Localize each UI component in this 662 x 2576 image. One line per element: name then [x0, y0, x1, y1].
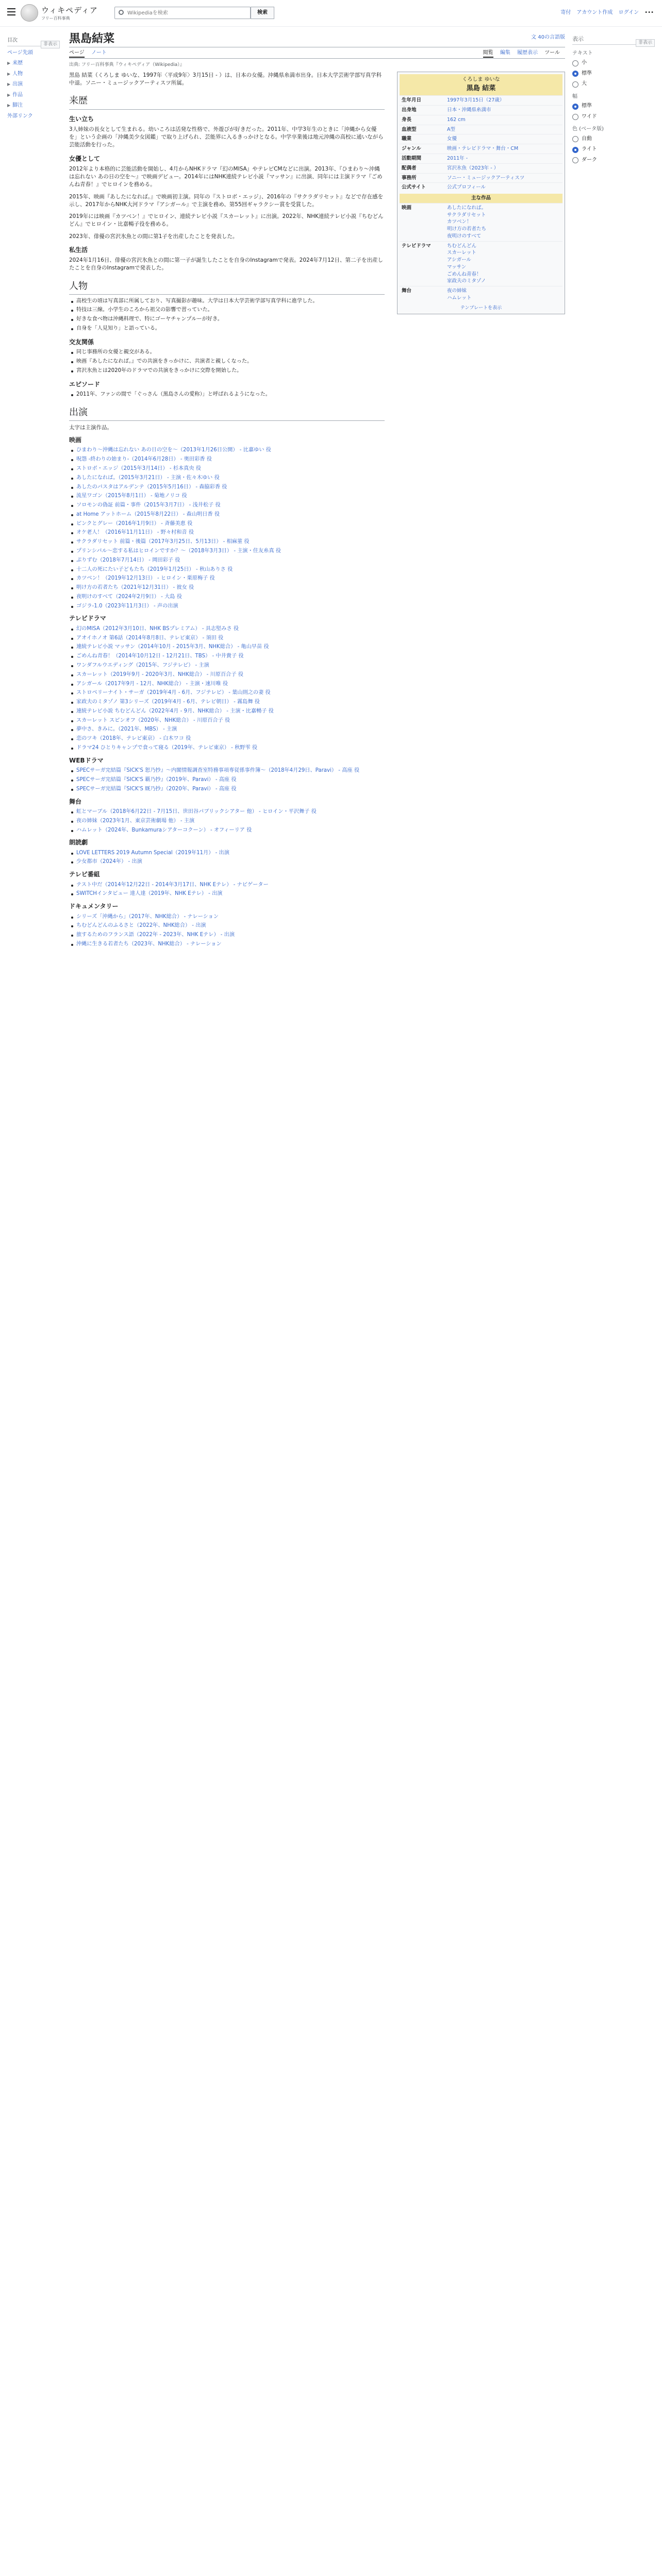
list-item[interactable]: ゴジラ-1.0（2023年11月3日） - 声の出演 — [69, 603, 385, 611]
list-item[interactable]: スカーレット（2019年9月 - 2020年3月、NHK総合） - 川原百合子 役 — [69, 671, 385, 679]
more-options-icon[interactable]: ••• — [644, 10, 654, 15]
toc-item-top[interactable]: ページ先頭 — [7, 49, 33, 56]
list-item[interactable]: あしたのパスタはアルデンテ（2015年5月16日） - 森脇彩香 役 — [69, 484, 385, 492]
toc-item-external-links[interactable]: 外部リンク — [7, 113, 33, 119]
list-item: 自身を「人見知り」と語っている。 — [69, 325, 385, 333]
login-link[interactable]: ログイン — [618, 10, 639, 15]
section-appearances: 出演 — [69, 406, 385, 421]
text-size-large[interactable]: 大 — [572, 80, 655, 88]
list-item[interactable]: サクラダリセット 前篇・後篇（2017年3月25日、5月13日） - 相麻菫 役 — [69, 538, 385, 546]
list-item[interactable]: シリーズ「沖縄から」（2017年、NHK総合） - ナレーション — [69, 913, 385, 921]
search-icon — [119, 10, 124, 15]
user-menu — [556, 9, 654, 17]
page-tabs — [69, 47, 565, 59]
appearances-note: 太字は主演作品。 — [69, 424, 112, 431]
language-selector[interactable]: 文 40の言語版 — [531, 35, 565, 40]
infobox-work-link[interactable]: 明け方の若者たち — [447, 226, 487, 232]
infobox-row — [400, 115, 562, 125]
page-title: 黒島結菜 — [69, 32, 115, 45]
infobox-key: ジャンル — [402, 146, 421, 152]
infobox-work-link[interactable]: カツベン！ — [447, 219, 472, 225]
infobox: くろしま ゆいな 黒島 結菜 生年月日 1997年3月15日（27歳） 出身地 日本・沖縄県糸満市 身長 162 cm 血液型 A型 職業 女優 ジャンル 映画・テレビドラマ・舞台・CM 活動期間 2011年 - 配偶者 宮沢氷魚（2023年 - ） 事務所 ソニー・ミュージックアーティスツ 公式サイト 公式プロフィール 主な作品 映画 あしたになれば。 サクラダリセット カツベン！ 明け方の若者たち 夜明けのすべて テレビドラマ ちむどんどん スカーレット アシガール マッサン ごめんね青春！ 家政夫のミタゾノ 舞台 夜の姉妹 ハムレット テンプレートを表示 — [397, 72, 565, 314]
list-item[interactable]: 流星ワゴン（2015年8月1日） - 菊地ノリコ 役 — [69, 493, 385, 500]
top-header — [0, 0, 662, 27]
infobox-key: 出身地 — [402, 107, 417, 113]
infobox-work-link[interactable]: 夜明けのすべて — [447, 233, 482, 239]
table-of-contents — [0, 27, 65, 123]
subsection-films: 映画 — [69, 436, 82, 444]
color-dark[interactable]: ダーク — [572, 157, 655, 164]
paragraph: 3人姉妹の長女として生まれる。幼いころは活発な性格で、外遊びが好きだった。2011年、中学3年生のときに「沖縄から女優を」という企画の「沖縄美少女図鑑」で取り上げられ、芸能界に入るきっかけとなる。中学卒業後は地元沖縄の高校に通いながら芸能活動を行った。 — [69, 126, 384, 148]
infobox-work-link[interactable]: ハムレット — [447, 295, 472, 301]
list-item[interactable]: 夜の姉妹（2023年1月、東京芸術劇場 他） - 主演 — [69, 818, 385, 825]
search-box[interactable] — [114, 7, 251, 19]
section-person: 人物 — [69, 280, 385, 295]
site-tagline: フリー百科事典 — [41, 16, 70, 21]
subsection-web-dramas: WEBドラマ — [69, 756, 104, 764]
toc-item-works[interactable]: ▶ 作品 — [7, 92, 23, 98]
infobox-value[interactable]: 映画・テレビドラマ・舞台・CM — [447, 146, 519, 152]
text-size-small[interactable]: 小 — [572, 59, 655, 67]
infobox-value[interactable]: 162 cm — [447, 116, 466, 123]
list-item[interactable]: ひまわり〜沖縄は忘れない あの日の空を〜（2013年1月26日公開） - 比嘉ゆい 役 — [69, 447, 385, 454]
infobox-work-link[interactable]: アシガール — [447, 257, 471, 263]
infobox-work-link[interactable]: ごめんね青春！ — [447, 271, 482, 277]
infobox-key: 身長 — [402, 116, 412, 123]
template-link[interactable]: テンプレートを表示 — [460, 305, 502, 311]
infobox-row — [400, 125, 562, 134]
subsection-actress: 女優として — [69, 155, 101, 162]
search-input[interactable] — [127, 9, 246, 17]
list-item: 特技は三線。小学生のころから祖父の影響で習っていた。 — [69, 307, 385, 314]
list-item: 2011年、ファンの間で「ぐっさん（黒島さんの愛称）」と呼ばれるようになった。 — [69, 391, 385, 399]
list-item[interactable]: オケ老人！（2016年11月11日） - 野々村和音 役 — [69, 529, 385, 537]
infobox-value[interactable]: 日本・沖縄県糸満市 — [447, 107, 491, 113]
list-item[interactable]: カツベン！（2019年12月13日） - ヒロイン・栗原梅子 役 — [69, 575, 385, 583]
appearance-heading: 表示 — [572, 35, 655, 45]
color-label: 色 (ベータ版) — [572, 126, 604, 132]
list-item[interactable]: at Home アットホーム（2015年8月22日） - 森山明日香 役 — [69, 511, 385, 519]
infobox-key: 職業 — [402, 136, 412, 142]
subsection-episode: エピソード — [69, 380, 101, 388]
wikipedia-logo[interactable] — [21, 4, 38, 22]
subsection-tv-programs: テレビ番組 — [69, 871, 100, 878]
list-item[interactable]: 家政夫のミタゾノ 第3シリーズ（2019年4月 - 6月、テレビ朝日） - 霧島舞 役 — [69, 699, 385, 706]
create-account-link[interactable]: アカウント作成 — [576, 10, 613, 15]
appearance-panel — [572, 35, 655, 167]
text-size-label: テキスト — [572, 50, 593, 56]
toc-item-person[interactable]: ▶ 人物 — [7, 71, 23, 77]
infobox-work-link[interactable]: 家政夫のミタゾノ — [447, 278, 486, 284]
toc-hide-button[interactable]: 非表示 — [41, 41, 60, 48]
list-item[interactable]: スカーレット スピンオフ（2020年、NHK総合） - 川原百合子 役 — [69, 717, 385, 725]
list-item[interactable]: 呪怨 -終わりの始まり-（2014年6月28日） - 奥田彩香 役 — [69, 456, 385, 464]
list-item[interactable]: ストロベリーナイト・サーガ（2019年4月 - 6月、フジテレビ） - 葉山則之の妻 役 — [69, 689, 385, 697]
list-item[interactable]: テスト中だ（2014年12月22日 - 2014年3月17日、NHK Eテレ） - ナビゲーター — [69, 882, 385, 889]
list-item[interactable]: 夜明けのすべて（2024年2月9日） - 大島 役 — [69, 594, 385, 601]
toc-item-history[interactable]: ▶ 来歴 — [7, 60, 23, 66]
infobox-row — [400, 95, 562, 105]
list-item[interactable]: 幻のMISA（2012年3月10日、NHK BSプレミアム） - 具志堅みさ 役 — [69, 625, 385, 633]
infobox-value[interactable]: 2011年 - — [447, 155, 468, 161]
infobox-key: 公式サイト — [402, 184, 426, 191]
infobox-work-link[interactable]: ちむどんどん — [447, 243, 477, 249]
color-auto[interactable]: 自動 — [572, 135, 655, 143]
list-item[interactable]: 連続テレビ小説 ちむどんどん（2022年4月 - 9月、NHK総合） - 主演・比嘉暢子 役 — [69, 708, 385, 716]
list-item[interactable]: 沖縄に生きる若者たち（2023年、NHK総合） - ナレーション — [69, 941, 385, 948]
list-item[interactable]: SPECサーガ完結篇『SICK'S 恕乃抄』〜内閣情報調査室特務事項専従係事件簿〜（2018年4月29日、Paravi） - 高座 役 — [69, 767, 385, 775]
infobox-row — [400, 163, 562, 173]
list-item: 映画『あしたになれば。』での共演をきっかけに、共演者と親しくなった。 — [69, 358, 385, 366]
tab-talk[interactable]: ノート — [91, 50, 107, 56]
chevron-right-icon[interactable]: ▶ — [7, 71, 11, 76]
infobox-value[interactable]: 1997年3月15日（27歳） — [447, 97, 505, 104]
infobox-value[interactable]: A型 — [447, 126, 455, 132]
list-item[interactable]: ピンクとグレー（2016年1月9日） - 斉藤美恵 役 — [69, 520, 385, 528]
intro-paragraph: 黒島 結菜（くろしま ゆいな、1997年〈平成9年〉3月15日 - ）は、日本の女優。沖縄県糸満市出身。日本大学芸術学部写真学科中退。ソニー・ミュージックアーティスツ所属。 — [69, 72, 382, 87]
chevron-right-icon[interactable]: ▶ — [7, 92, 11, 97]
section-history: 来歴 — [69, 94, 385, 109]
list-item[interactable]: 十二人の死にたい子どもたち（2019年1月25日） - 秋山ありさ 役 — [69, 566, 385, 574]
subsection-tv-dramas: テレビドラマ — [69, 615, 106, 622]
list-item[interactable]: 恋のツキ（2018年、テレビ東京） - 白木ワコ 役 — [69, 735, 385, 743]
search-button[interactable]: 検索 — [251, 7, 274, 19]
infobox-key: 活動期間 — [402, 155, 422, 161]
list-item[interactable]: 虹とマーブル（2018年6月22日 - 7月15日、世田谷パブリックシアター 他） - ヒロイン・平沢舞子 役 — [69, 808, 385, 816]
list-item[interactable]: 夢中さ、きみに。（2021年、MBS） - 主演 — [69, 726, 385, 734]
paragraph: 2023年、俳優の宮沢氷魚との間に第1子を出産したことを発表した。 — [69, 233, 238, 240]
site-wordmark[interactable]: ウィキペディア — [41, 6, 98, 15]
list-item: 宮沢氷魚とは2020年のドラマでの共演をきっかけに交際を開始した。 — [69, 367, 385, 375]
list-item[interactable]: SPECサーガ完結篇『SICK'S 厩乃抄』（2020年、Paravi） - 高座 役 — [69, 786, 385, 793]
list-item[interactable]: 連続テレビ小説 マッサン（2014年10月 - 2015年3月、NHK総合） - 亀山早苗 役 — [69, 643, 385, 651]
subsection-stage: 舞台 — [69, 798, 82, 805]
list-item[interactable]: ストロボ・エッジ（2015年3月14日） - 杉本真央 役 — [69, 465, 385, 473]
infobox-row — [400, 134, 562, 144]
chevron-right-icon[interactable]: ▶ — [7, 61, 11, 65]
toc-item-notes[interactable]: ▶ 脚注 — [7, 103, 23, 108]
infobox-row — [400, 173, 562, 183]
infobox-work-link[interactable]: あしたになれば。 — [447, 205, 487, 211]
infobox-works-heading: 主な作品 — [400, 194, 562, 203]
list-item[interactable]: SPECサーガ完結篇『SICK'S 覇乃抄』（2019年、Paravi） - 高座 役 — [69, 776, 385, 784]
toc-heading: 目次 — [7, 37, 60, 46]
infobox-row — [400, 182, 562, 192]
infobox-value[interactable]: 宮沢氷魚（2023年 - ） — [447, 165, 499, 171]
text-size-standard[interactable]: 標準 — [572, 70, 655, 78]
tab-tools[interactable]: ツール — [544, 50, 560, 56]
list-item: 同じ事務所の女優と親交がある。 — [69, 349, 385, 357]
chevron-right-icon[interactable]: ▶ — [7, 103, 11, 108]
infobox-work-link[interactable]: マッサン — [447, 264, 467, 270]
infobox-key: 配偶者 — [402, 165, 417, 171]
subsection-readings: 朗読劇 — [69, 839, 88, 846]
subsection-documentary: ドキュメンタリー — [69, 903, 119, 910]
list-item[interactable]: LOVE LETTERS 2019 Autumn Special（2019年11月） - 出演 — [69, 850, 385, 857]
infobox-work-link[interactable]: スカーレット — [447, 250, 476, 256]
infobox-work-link[interactable]: 夜の姉妹 — [447, 288, 467, 294]
subsection-friends: 交友関係 — [69, 338, 94, 346]
tab-edit[interactable]: 編集 — [500, 50, 510, 56]
main-content — [69, 27, 565, 953]
list-item[interactable]: アオイホノオ 第6話（2014年8月8日、テレビ東京） - 須田 役 — [69, 635, 385, 642]
paragraph: 2015年、映画『あしたになれば。』で映画初主演。同年の『ストロボ・エッジ』、2016年の『サクラダリセット』などで存在感を示し、2017年からNHK大河ドラマ『アシガール』で主演を務め、第55回ギャラクシー賞を受賞した。 — [69, 193, 384, 208]
list-item[interactable]: アシガール（2017年9月 - 12月、NHK総合） - 主演・速川唯 役 — [69, 681, 385, 688]
list-item[interactable]: プリンシパル〜恋する私はヒロインですか？〜（2018年3月3日） - 主演・住友糸真 役 — [69, 548, 385, 555]
list-item: 好きな食べ物は沖縄料理で、特にゴーヤチャンプルーが好き。 — [69, 316, 385, 324]
paragraph: 2019年には映画『カツベン！』でヒロイン、連続テレビ小説『スカーレット』に出演。2022年、NHK連続テレビ小説『ちむどんどん』でヒロイン・比嘉暢子役を務める。 — [69, 213, 384, 228]
infobox-key: 生年月日 — [402, 97, 422, 104]
list-item[interactable]: ワンダフルウエディング（2015年、フジテレビ） - 主演 — [69, 662, 385, 670]
width-label: 幅 — [572, 93, 577, 99]
width-wide[interactable]: ワイド — [572, 113, 655, 121]
list-item[interactable]: ぷりずむ（2018年7月14日） - 岡田彩子 役 — [69, 557, 385, 565]
infobox-value[interactable]: 公式プロフィール — [447, 184, 486, 191]
list-item[interactable]: ごめんね青春！（2014年10月12日 - 12月21日、TBS） - 中井貴子 役 — [69, 653, 385, 660]
list-item[interactable]: ハムレット（2024年、Bunkamuraシアターコクーン） - オフィーリア 役 — [69, 827, 385, 835]
subsection-early-life: 生い立ち — [69, 115, 94, 123]
main-menu-icon[interactable] — [7, 8, 15, 15]
infobox-row — [400, 154, 562, 163]
infobox-row — [400, 144, 562, 154]
infobox-key: 血液型 — [402, 126, 417, 132]
tab-read[interactable]: 閲覧 — [483, 50, 493, 58]
infobox-key: 事務所 — [402, 175, 417, 181]
list-item[interactable]: 明け方の若者たち（2021年12月31日） - 彼女 役 — [69, 584, 385, 592]
paragraph: 2024年1月16日、俳優の宮沢氷魚との間に第一子が誕生したことを自身のInstagramで発表。2024年7月12日、第二子を出産したことを自身のInstagramで発表した。 — [69, 257, 383, 272]
subsection-private-life: 私生活 — [69, 246, 88, 253]
width-standard[interactable]: 標準 — [572, 103, 655, 110]
infobox-name: くろしま ゆいな 黒島 結菜 — [400, 74, 562, 95]
list-item[interactable]: SWITCHインタビュー 達人達（2019年、NHK Eテレ） - 出演 — [69, 890, 385, 898]
list-item[interactable]: ソロモンの偽証 前篇・事件（2015年3月7日） - 浅井松子 役 — [69, 502, 385, 510]
paragraph: 2012年より本格的に芸能活動を開始し、4月からNHKドラマ『幻のMISA』やテレビCMなどに出演。2013年、『ひまわり〜沖縄は忘れない あの日の空を〜』で映画デビュー。2014年にはNHK連続テレビ小説『マッサン』に出演、同年には主演ドラマ『ごめんね青春！』でヒロインを務める。 — [69, 166, 383, 188]
list-item[interactable]: ちむどんどんのふるさと（2022年、NHK総合） - 出演 — [69, 922, 385, 930]
chevron-right-icon[interactable]: ▶ — [7, 82, 11, 87]
list-item: 高校生の頃は写真部に所属しており、写真撮影が趣味。大学は日本大学芸術学部写真学科に進学した。 — [69, 298, 385, 306]
infobox-value[interactable]: 女優 — [447, 136, 457, 142]
list-item[interactable]: 旅するためのフランス語（2022年 - 2023年、NHK Eテレ） - 出演 — [69, 931, 385, 939]
color-light[interactable]: ライト — [572, 146, 655, 154]
list-item[interactable]: 少女都市（2024年） - 出演 — [69, 858, 385, 866]
article-body — [69, 72, 385, 948]
infobox-work-link[interactable]: サクラダリセット — [447, 212, 486, 218]
infobox-row — [400, 105, 562, 115]
donate-link[interactable]: 寄付 — [560, 10, 571, 15]
source-line: 出典: フリー百科事典『ウィキペディア（Wikipedia）』 — [69, 62, 185, 67]
tab-history[interactable]: 履歴表示 — [517, 50, 538, 56]
tab-page[interactable]: ページ — [69, 50, 85, 58]
infobox-value[interactable]: ソニー・ミュージックアーティスツ — [447, 175, 525, 181]
toc-item-appearances[interactable]: ▶ 出演 — [7, 81, 23, 87]
appearance-hide-button[interactable]: 非表示 — [636, 39, 655, 47]
list-item[interactable]: ドラマ24 ひとりキャンプで食って寝る（2019年、テレビ東京） - 秋野雫 役 — [69, 744, 385, 752]
list-item[interactable]: あしたになれば。（2015年3月21日） - 主演・佐々木ゆい 役 — [69, 474, 385, 482]
